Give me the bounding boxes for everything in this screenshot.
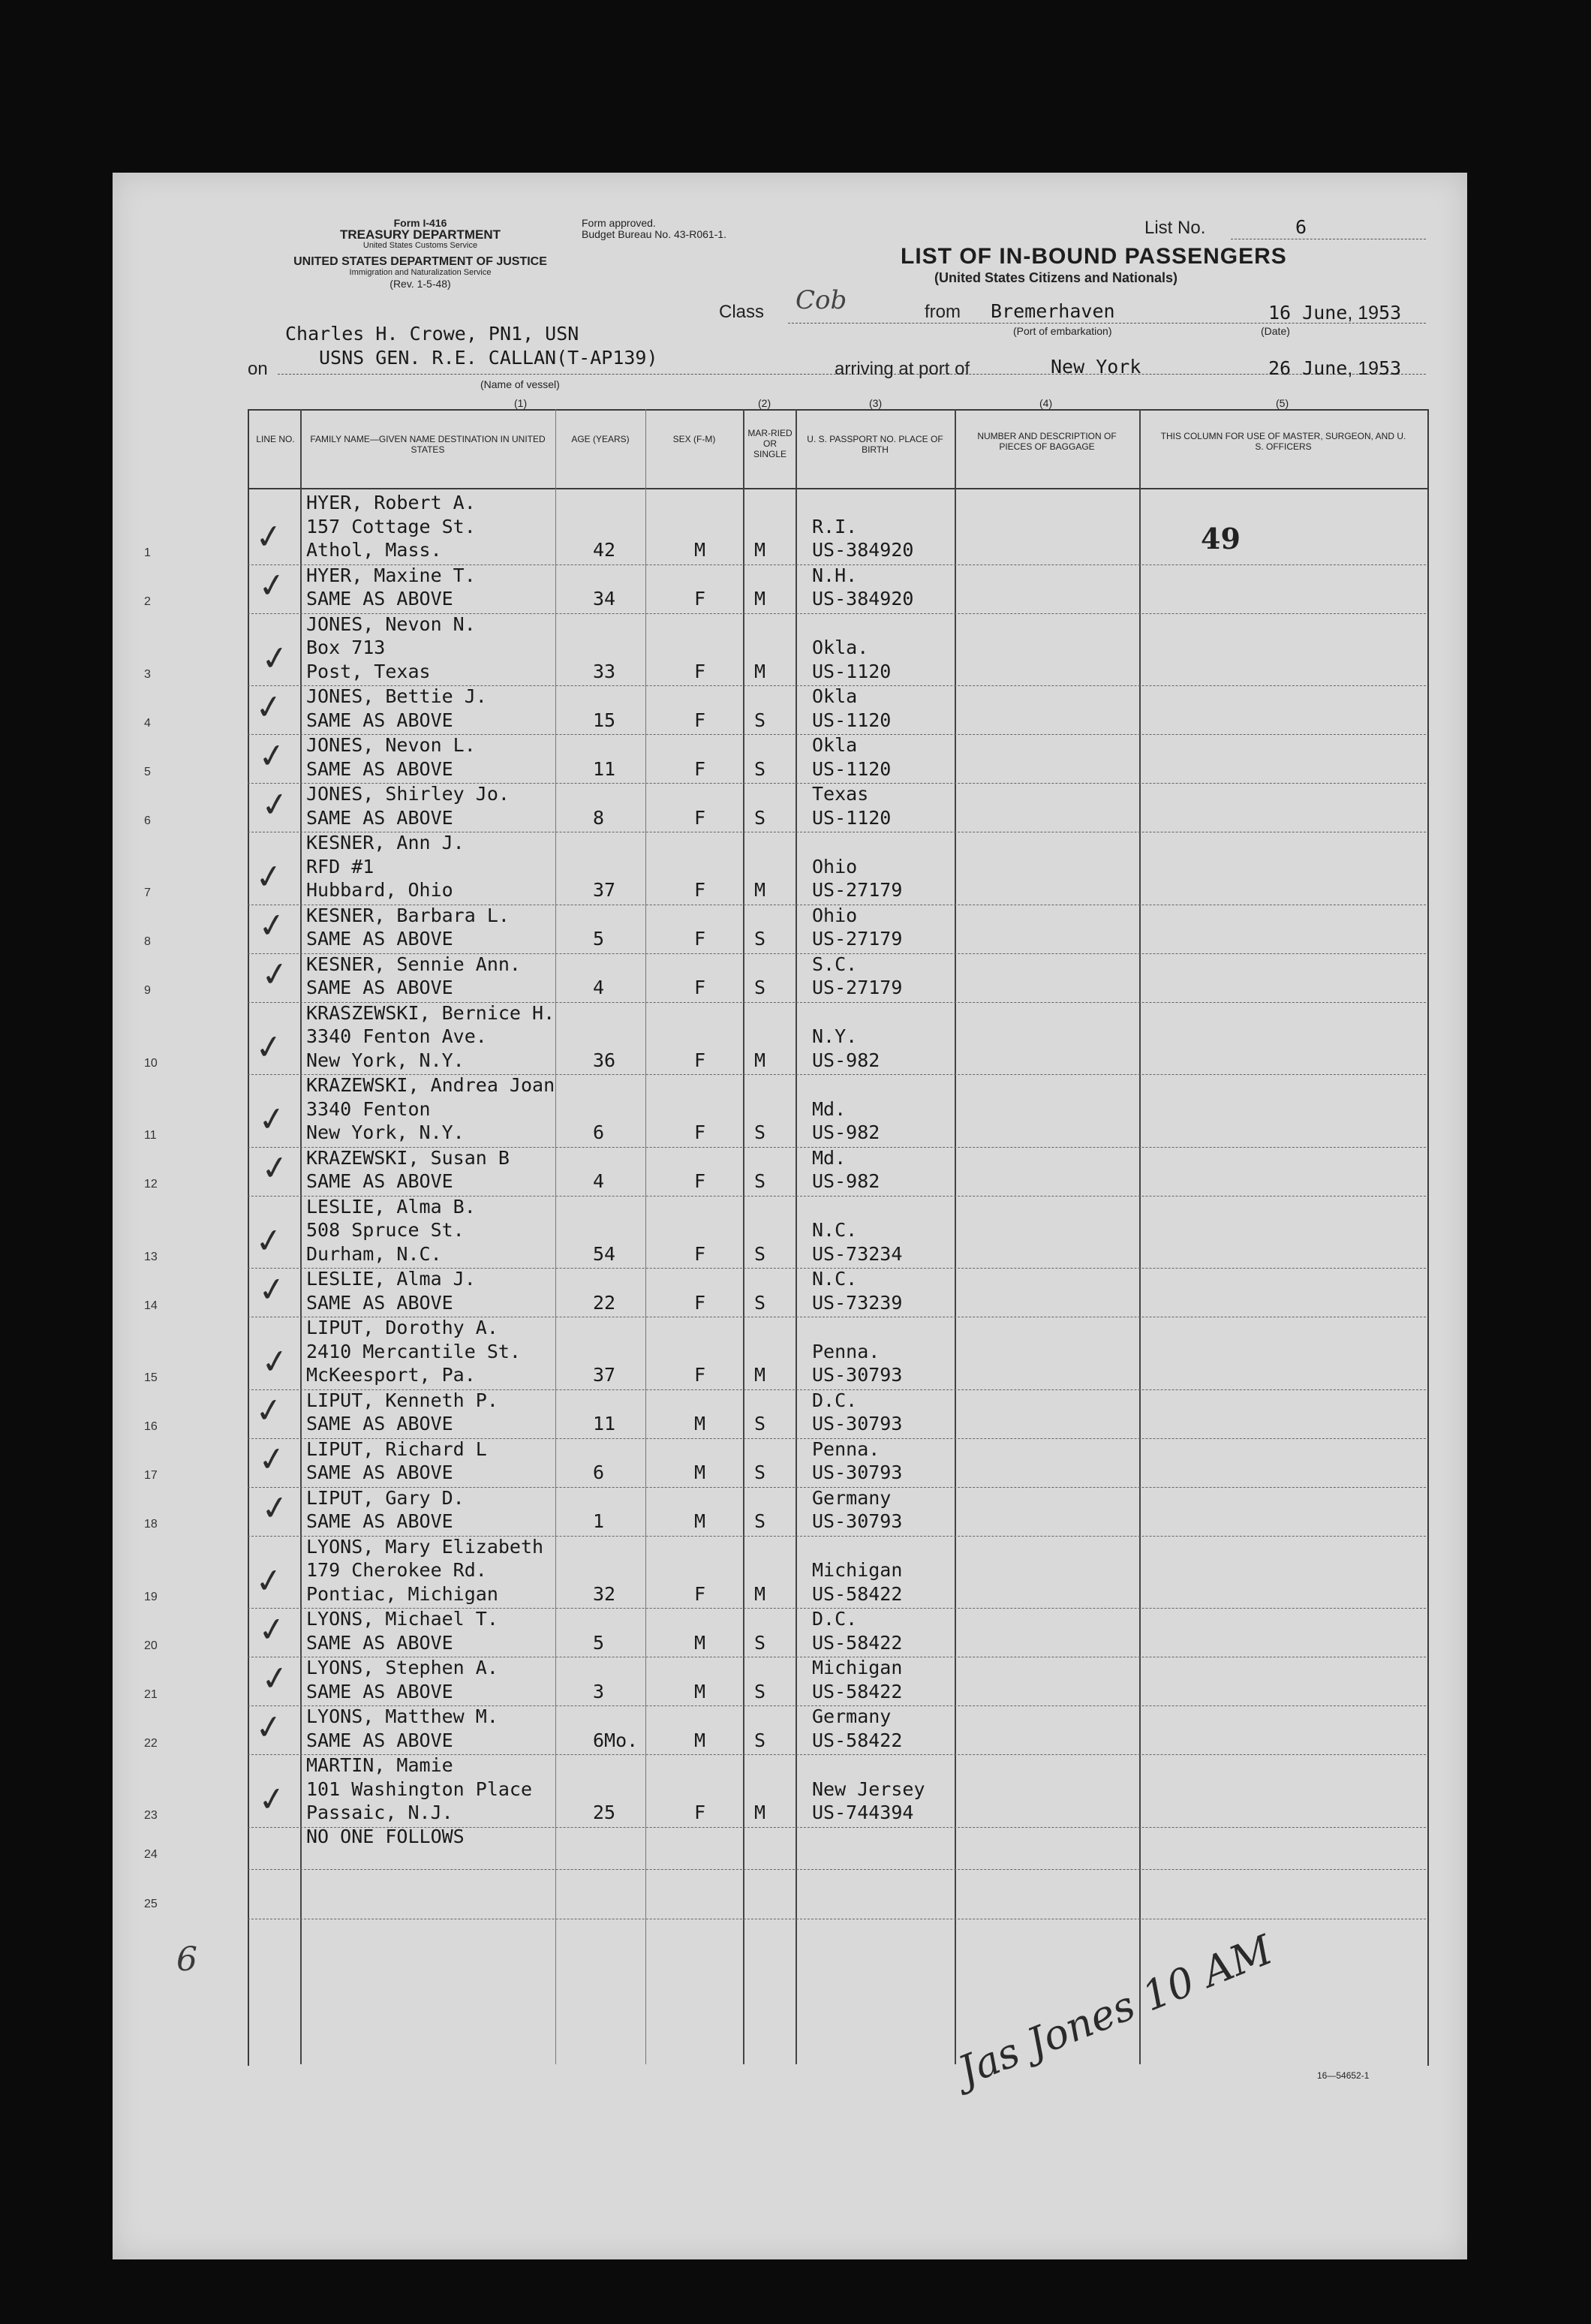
budget-bureau: Budget Bureau No. 43-R061-1. [582, 228, 727, 240]
passenger-name: JONES, Nevon N. [306, 613, 476, 635]
row-separator [248, 1869, 1426, 1870]
passenger-address-line: Hubbard, Ohio [306, 879, 453, 901]
line-number: 18 [144, 1518, 158, 1531]
passport-number: US-1120 [812, 709, 892, 731]
col-header-passport: U. S. PASSPORT NO. PLACE OF BIRTH [807, 434, 943, 455]
passport-number: US-384920 [812, 539, 914, 561]
check-mark: ✓ [252, 516, 286, 558]
marital-status: S [754, 806, 766, 829]
passport-number: US-27179 [812, 977, 903, 998]
marital-status: M [754, 879, 766, 901]
justice-dept: UNITED STATES DEPARTMENT OF JUSTICE [293, 255, 547, 268]
check-mark: ✓ [252, 1389, 286, 1432]
check-mark: ✓ [252, 1560, 286, 1602]
passport-number: US-744394 [812, 1802, 914, 1823]
passport-number: US-982 [812, 1049, 880, 1071]
passport-number: US-58422 [812, 1729, 903, 1751]
age: 33 [593, 660, 616, 682]
line-number: 16 [144, 1420, 158, 1433]
age: 22 [593, 1291, 616, 1314]
passenger-name: LIPUT, Gary D. [306, 1486, 465, 1509]
passport-number: US-384920 [812, 588, 914, 610]
form-title: LIST OF IN-BOUND PASSENGERS [901, 244, 1287, 269]
passenger-name: MARTIN, Mamie [306, 1754, 453, 1776]
passenger-address-line: SAME AS ABOVE [306, 588, 453, 610]
passport-number: US-58422 [812, 1631, 903, 1654]
row-separator [248, 1827, 1426, 1828]
check-mark: ✓ [258, 784, 292, 826]
line-number: 22 [144, 1736, 158, 1750]
line-number: 2 [144, 595, 151, 608]
age: 3 [593, 1680, 605, 1702]
passport-number: US-30793 [812, 1364, 903, 1386]
passenger-address-line: Pontiac, Michigan [306, 1582, 498, 1605]
check-mark: ✓ [252, 856, 286, 899]
place-of-birth: N.C. [812, 1268, 858, 1290]
master-name: Charles H. Crowe, PN1, USN [285, 323, 579, 345]
marital-status: S [754, 1510, 766, 1532]
passenger-name: LYONS, Michael T. [306, 1608, 498, 1630]
revision: (Rev. 1-5-48) [389, 278, 451, 290]
passenger-address-line: SAME AS ABOVE [306, 1680, 453, 1702]
passport-number: US-27179 [812, 879, 903, 901]
footer-code: 16—54652-1 [1317, 2070, 1370, 2081]
arrival-year: 53 [1379, 357, 1402, 379]
age: 11 [593, 757, 616, 780]
form-header-left [248, 218, 593, 290]
margin-note: 6 [176, 1940, 197, 1979]
marital-status: M [754, 1364, 766, 1386]
col-num-4: (4) [1039, 397, 1053, 409]
passport-number: US-982 [812, 1170, 880, 1192]
place-of-birth: Germany [812, 1705, 892, 1727]
place-of-birth: D.C. [812, 1389, 858, 1411]
age: 4 [593, 1170, 605, 1192]
age: 5 [593, 1631, 605, 1654]
year-prefix: , 19 [1347, 303, 1379, 324]
line-number: 4 [144, 716, 151, 730]
place-of-birth: New Jersey [812, 1778, 925, 1800]
marital-status: M [754, 1049, 766, 1071]
sex: F [694, 1291, 706, 1314]
passenger-address-line: Durham, N.C. [306, 1242, 442, 1265]
sex: F [694, 1582, 706, 1605]
passenger-address-line: SAME AS ABOVE [306, 1462, 453, 1483]
marital-status: M [754, 588, 766, 610]
marital-status: M [754, 660, 766, 682]
passenger-address-line: Passaic, N.J. [306, 1802, 453, 1823]
passenger-address-line: SAME AS ABOVE [306, 1413, 453, 1434]
sex: M [694, 1631, 706, 1654]
sex: M [694, 1462, 706, 1483]
passenger-name: HYER, Maxine T. [306, 564, 476, 586]
sex: F [694, 1364, 706, 1386]
age: 15 [593, 709, 616, 731]
passenger-address-line: SAME AS ABOVE [306, 1291, 453, 1314]
col-header-age: AGE (YEARS) [571, 434, 630, 444]
check-mark: ✓ [255, 1269, 289, 1311]
place-of-birth: Germany [812, 1486, 892, 1509]
check-mark: ✓ [258, 1657, 292, 1699]
check-mark: ✓ [258, 953, 292, 996]
arrival-day-month: 26 June [1268, 357, 1348, 379]
check-mark: ✓ [252, 1026, 286, 1068]
place-of-birth: Penna. [812, 1340, 880, 1362]
place-of-birth: Okla. [812, 637, 869, 658]
col-header-line: LINE NO. [256, 434, 295, 444]
check-mark: ✓ [255, 1609, 289, 1651]
passenger-name: LESLIE, Alma B. [306, 1195, 476, 1218]
passenger-address-line: Post, Texas [306, 660, 431, 682]
passenger-address-line: 157 Cottage St. [306, 515, 476, 537]
age: 6 [593, 1462, 605, 1483]
place-of-birth: D.C. [812, 1608, 858, 1630]
line-number: 14 [144, 1299, 158, 1312]
age: 6 [593, 1121, 605, 1143]
sex: F [694, 977, 706, 998]
line-number: 17 [144, 1469, 158, 1482]
passenger-address-line: Box 713 [306, 637, 386, 658]
departure-year: 53 [1379, 302, 1402, 324]
marital-status: S [754, 1291, 766, 1314]
list-no-label: List No. [1144, 218, 1206, 238]
line-number: 20 [144, 1639, 158, 1652]
ins-service: Immigration and Naturalization Service [349, 268, 492, 277]
sex: F [694, 660, 706, 682]
passport-number: US-73234 [812, 1242, 903, 1265]
passenger-name: LIPUT, Kenneth P. [306, 1389, 498, 1411]
passenger-name: LESLIE, Alma J. [306, 1268, 476, 1290]
place-of-birth: R.I. [812, 515, 858, 537]
age: 6Mo. [593, 1729, 639, 1751]
passenger-address-line: SAME AS ABOVE [306, 977, 453, 998]
arriving-label: arriving at port of [835, 359, 970, 379]
place-of-birth: Penna. [812, 1437, 880, 1460]
sex: F [694, 1802, 706, 1823]
check-mark: ✓ [255, 564, 289, 607]
check-mark: ✓ [258, 1341, 292, 1383]
check-mark: ✓ [258, 1487, 292, 1530]
sex: M [694, 1729, 706, 1751]
sex: F [694, 588, 706, 610]
passport-number: US-58422 [812, 1680, 903, 1702]
col-num-2: (2) [758, 397, 771, 409]
vessel-name: USNS GEN. R.E. CALLAN(T-AP139) [319, 347, 658, 369]
marital-status: M [754, 1802, 766, 1823]
sex: F [694, 757, 706, 780]
marital-status: S [754, 1680, 766, 1702]
passenger-address-line: 179 Cherokee Rd. [306, 1559, 487, 1581]
port-of-embarkation: Bremerhaven [991, 300, 1115, 322]
departure-date [1268, 302, 1401, 324]
place-of-birth: Okla [812, 734, 858, 756]
passenger-address-line: 101 Washington Place [306, 1778, 533, 1800]
class-label: Class [719, 302, 765, 322]
form-approved: Form approved. [582, 217, 656, 229]
check-mark: ✓ [255, 1438, 289, 1481]
col-header-name: FAMILY NAME—GIVEN NAME DESTINATION IN UNITED STATES [310, 434, 546, 455]
place-of-birth: Michigan [812, 1559, 903, 1581]
check-mark: ✓ [252, 686, 286, 728]
passenger-name: LYONS, Matthew M. [306, 1705, 498, 1727]
col-num-3: (3) [869, 397, 883, 409]
marital-status: S [754, 1729, 766, 1751]
passenger-address-line: SAME AS ABOVE [306, 928, 453, 950]
passenger-address-line: 508 Spruce St. [306, 1219, 465, 1241]
line-number: 3 [144, 667, 151, 681]
col-header-officers: THIS COLUMN FOR USE OF MASTER, SURGEON, AND U. S. OFFICERS [1160, 431, 1406, 452]
passenger-name: KRASZEWSKI, Bernice H. [306, 1001, 555, 1024]
line-number: 9 [144, 984, 151, 997]
place-of-birth: N.Y. [812, 1025, 858, 1047]
line-number: 5 [144, 765, 151, 778]
list-no-value: 6 [1295, 216, 1307, 238]
place-of-birth: Ohio [812, 855, 858, 878]
passenger-address-line: Athol, Mass. [306, 539, 442, 561]
passenger-name: LYONS, Mary Elizabeth [306, 1535, 544, 1558]
passenger-name: JONES, Shirley Jo. [306, 783, 510, 805]
customs-service: United States Customs Service [362, 241, 478, 250]
year-prefix: , 19 [1347, 358, 1379, 379]
marital-status: M [754, 1582, 766, 1605]
passport-number: US-58422 [812, 1582, 903, 1605]
passenger-address-line: SAME AS ABOVE [306, 709, 453, 731]
check-mark: ✓ [255, 735, 289, 777]
treasury-dept: TREASURY DEPARTMENT [339, 227, 501, 242]
age: 4 [593, 977, 605, 998]
line-number: 13 [144, 1250, 158, 1263]
age: 54 [593, 1242, 616, 1265]
passenger-name: KRAZEWSKI, Andrea Joan [306, 1074, 555, 1096]
sex: M [694, 1510, 706, 1532]
line-number: 7 [144, 887, 151, 899]
marital-status: S [754, 928, 766, 950]
check-mark: ✓ [252, 1220, 286, 1262]
sex: M [694, 539, 706, 561]
passenger-name: LIPUT, Richard L [306, 1437, 487, 1460]
passenger-address-line: NO ONE FOLLOWS [306, 1825, 465, 1847]
passport-number: US-1120 [812, 757, 892, 780]
marital-status: S [754, 977, 766, 998]
passenger-address-line: SAME AS ABOVE [306, 1631, 453, 1654]
col-header-sex: SEX (F-M) [672, 434, 716, 444]
passenger-name: JONES, Nevon L. [306, 734, 476, 756]
departure-day-month: 16 June [1268, 302, 1348, 324]
class-value: Cob [796, 285, 847, 315]
passenger-name: JONES, Bettie J. [306, 685, 487, 707]
line-number: 12 [144, 1178, 158, 1191]
sex: M [694, 1413, 706, 1434]
passenger-address-line: SAME AS ABOVE [306, 757, 453, 780]
place-of-birth: Texas [812, 783, 869, 805]
age: 36 [593, 1049, 616, 1071]
sex: F [694, 1242, 706, 1265]
on-label: on [248, 359, 268, 379]
sex: F [694, 1049, 706, 1071]
marital-status: S [754, 1242, 766, 1265]
check-mark: ✓ [255, 905, 289, 947]
passenger-address-line: 3340 Fenton Ave. [306, 1025, 487, 1047]
place-of-birth: Michigan [812, 1657, 903, 1678]
check-mark: ✓ [258, 1147, 292, 1190]
passport-number: US-30793 [812, 1413, 903, 1434]
sex: F [694, 1170, 706, 1192]
vessel-caption: (Name of vessel) [480, 378, 560, 390]
line-number: 1 [144, 546, 151, 559]
line-number: 24 [144, 1847, 158, 1861]
marital-status: S [754, 1462, 766, 1483]
place-of-birth: Okla [812, 685, 858, 707]
place-of-birth: N.C. [812, 1219, 858, 1241]
passport-number: US-30793 [812, 1462, 903, 1483]
passport-number: US-982 [812, 1121, 880, 1143]
marital-status: S [754, 709, 766, 731]
line-number: 25 [144, 1897, 158, 1910]
place-of-birth: Md. [812, 1146, 847, 1169]
age: 1 [593, 1510, 605, 1532]
col-num-1: (1) [514, 397, 528, 409]
date-caption: (Date) [1261, 325, 1290, 337]
list-number [1144, 216, 1307, 239]
line-number: 8 [144, 935, 151, 948]
sex: F [694, 1121, 706, 1143]
col-num-5: (5) [1276, 397, 1289, 409]
passport-number: US-1120 [812, 660, 892, 682]
line-number: 15 [144, 1371, 158, 1384]
age: 32 [593, 1582, 616, 1605]
line-number: 23 [144, 1809, 158, 1822]
age: 5 [593, 928, 605, 950]
place-of-birth: Ohio [812, 904, 858, 926]
line-number: 21 [144, 1687, 158, 1701]
place-of-birth: S.C. [812, 953, 858, 975]
passenger-address-line: New York, N.Y. [306, 1049, 465, 1071]
officer-signature: Jas Jones 10 AM [952, 1925, 1280, 2095]
passenger-name: HYER, Robert A. [306, 492, 476, 513]
place-of-birth: Md. [812, 1097, 847, 1120]
passenger-address-line: SAME AS ABOVE [306, 1510, 453, 1532]
line-number: 10 [144, 1056, 158, 1070]
age: 8 [593, 806, 605, 829]
passenger-name: KESNER, Ann J. [306, 832, 465, 853]
marital-status: S [754, 1121, 766, 1143]
embark-caption: (Port of embarkation) [1013, 325, 1112, 337]
arrival-date [1268, 357, 1401, 380]
passport-number: US-27179 [812, 928, 903, 950]
passport-number: US-1120 [812, 806, 892, 829]
marital-status: S [754, 1170, 766, 1192]
age: 11 [593, 1413, 616, 1434]
passenger-address-line: 3340 Fenton [306, 1097, 431, 1120]
age: 34 [593, 588, 616, 610]
age: 25 [593, 1802, 616, 1823]
line-number: 6 [144, 814, 151, 827]
marital-status: S [754, 757, 766, 780]
age: 42 [593, 539, 616, 561]
passenger-address-line: 2410 Mercantile St. [306, 1340, 521, 1362]
passenger-name: KRAZEWSKI, Susan B [306, 1146, 510, 1169]
passenger-name: KESNER, Barbara L. [306, 904, 510, 926]
passenger-address-line: McKeesport, Pa. [306, 1364, 476, 1386]
passport-number: US-30793 [812, 1510, 903, 1532]
check-mark: ✓ [258, 637, 292, 679]
from-label: from [925, 302, 961, 322]
passenger-address-line: SAME AS ABOVE [306, 1729, 453, 1751]
marital-status: S [754, 1631, 766, 1654]
passenger-address-line: SAME AS ABOVE [306, 806, 453, 829]
col-header-married: MAR-RIED OR SINGLE [747, 428, 792, 459]
check-mark: ✓ [255, 1778, 289, 1821]
passenger-address-line: SAME AS ABOVE [306, 1170, 453, 1192]
stamp-number: 49 [1201, 522, 1241, 555]
sex: F [694, 806, 706, 829]
passenger-address-line: New York, N.Y. [306, 1121, 465, 1143]
line-number: 11 [144, 1129, 157, 1142]
marital-status: S [754, 1413, 766, 1434]
age: 37 [593, 879, 616, 901]
passenger-name: LIPUT, Dorothy A. [306, 1317, 498, 1338]
sex: F [694, 709, 706, 731]
sex: M [694, 1680, 706, 1702]
col-header-baggage: NUMBER AND DESCRIPTION OF PIECES OF BAGGAGE [977, 431, 1117, 452]
passenger-name: LYONS, Stephen A. [306, 1657, 498, 1678]
place-of-birth: N.H. [812, 564, 858, 586]
port-of-arrival: New York [1051, 356, 1141, 378]
check-mark: ✓ [252, 1706, 286, 1748]
passenger-address-line: RFD #1 [306, 855, 374, 878]
budget-approval [582, 218, 726, 240]
form-subtitle: (United States Citizens and Nationals) [934, 270, 1178, 285]
sex: F [694, 928, 706, 950]
passenger-name: KESNER, Sennie Ann. [306, 953, 521, 975]
sex: F [694, 879, 706, 901]
marital-status: M [754, 539, 766, 561]
age: 37 [593, 1364, 616, 1386]
passport-number: US-73239 [812, 1291, 903, 1314]
line-number: 19 [144, 1590, 158, 1603]
form-number: Form I-416 [393, 217, 447, 229]
check-mark: ✓ [255, 1098, 289, 1141]
